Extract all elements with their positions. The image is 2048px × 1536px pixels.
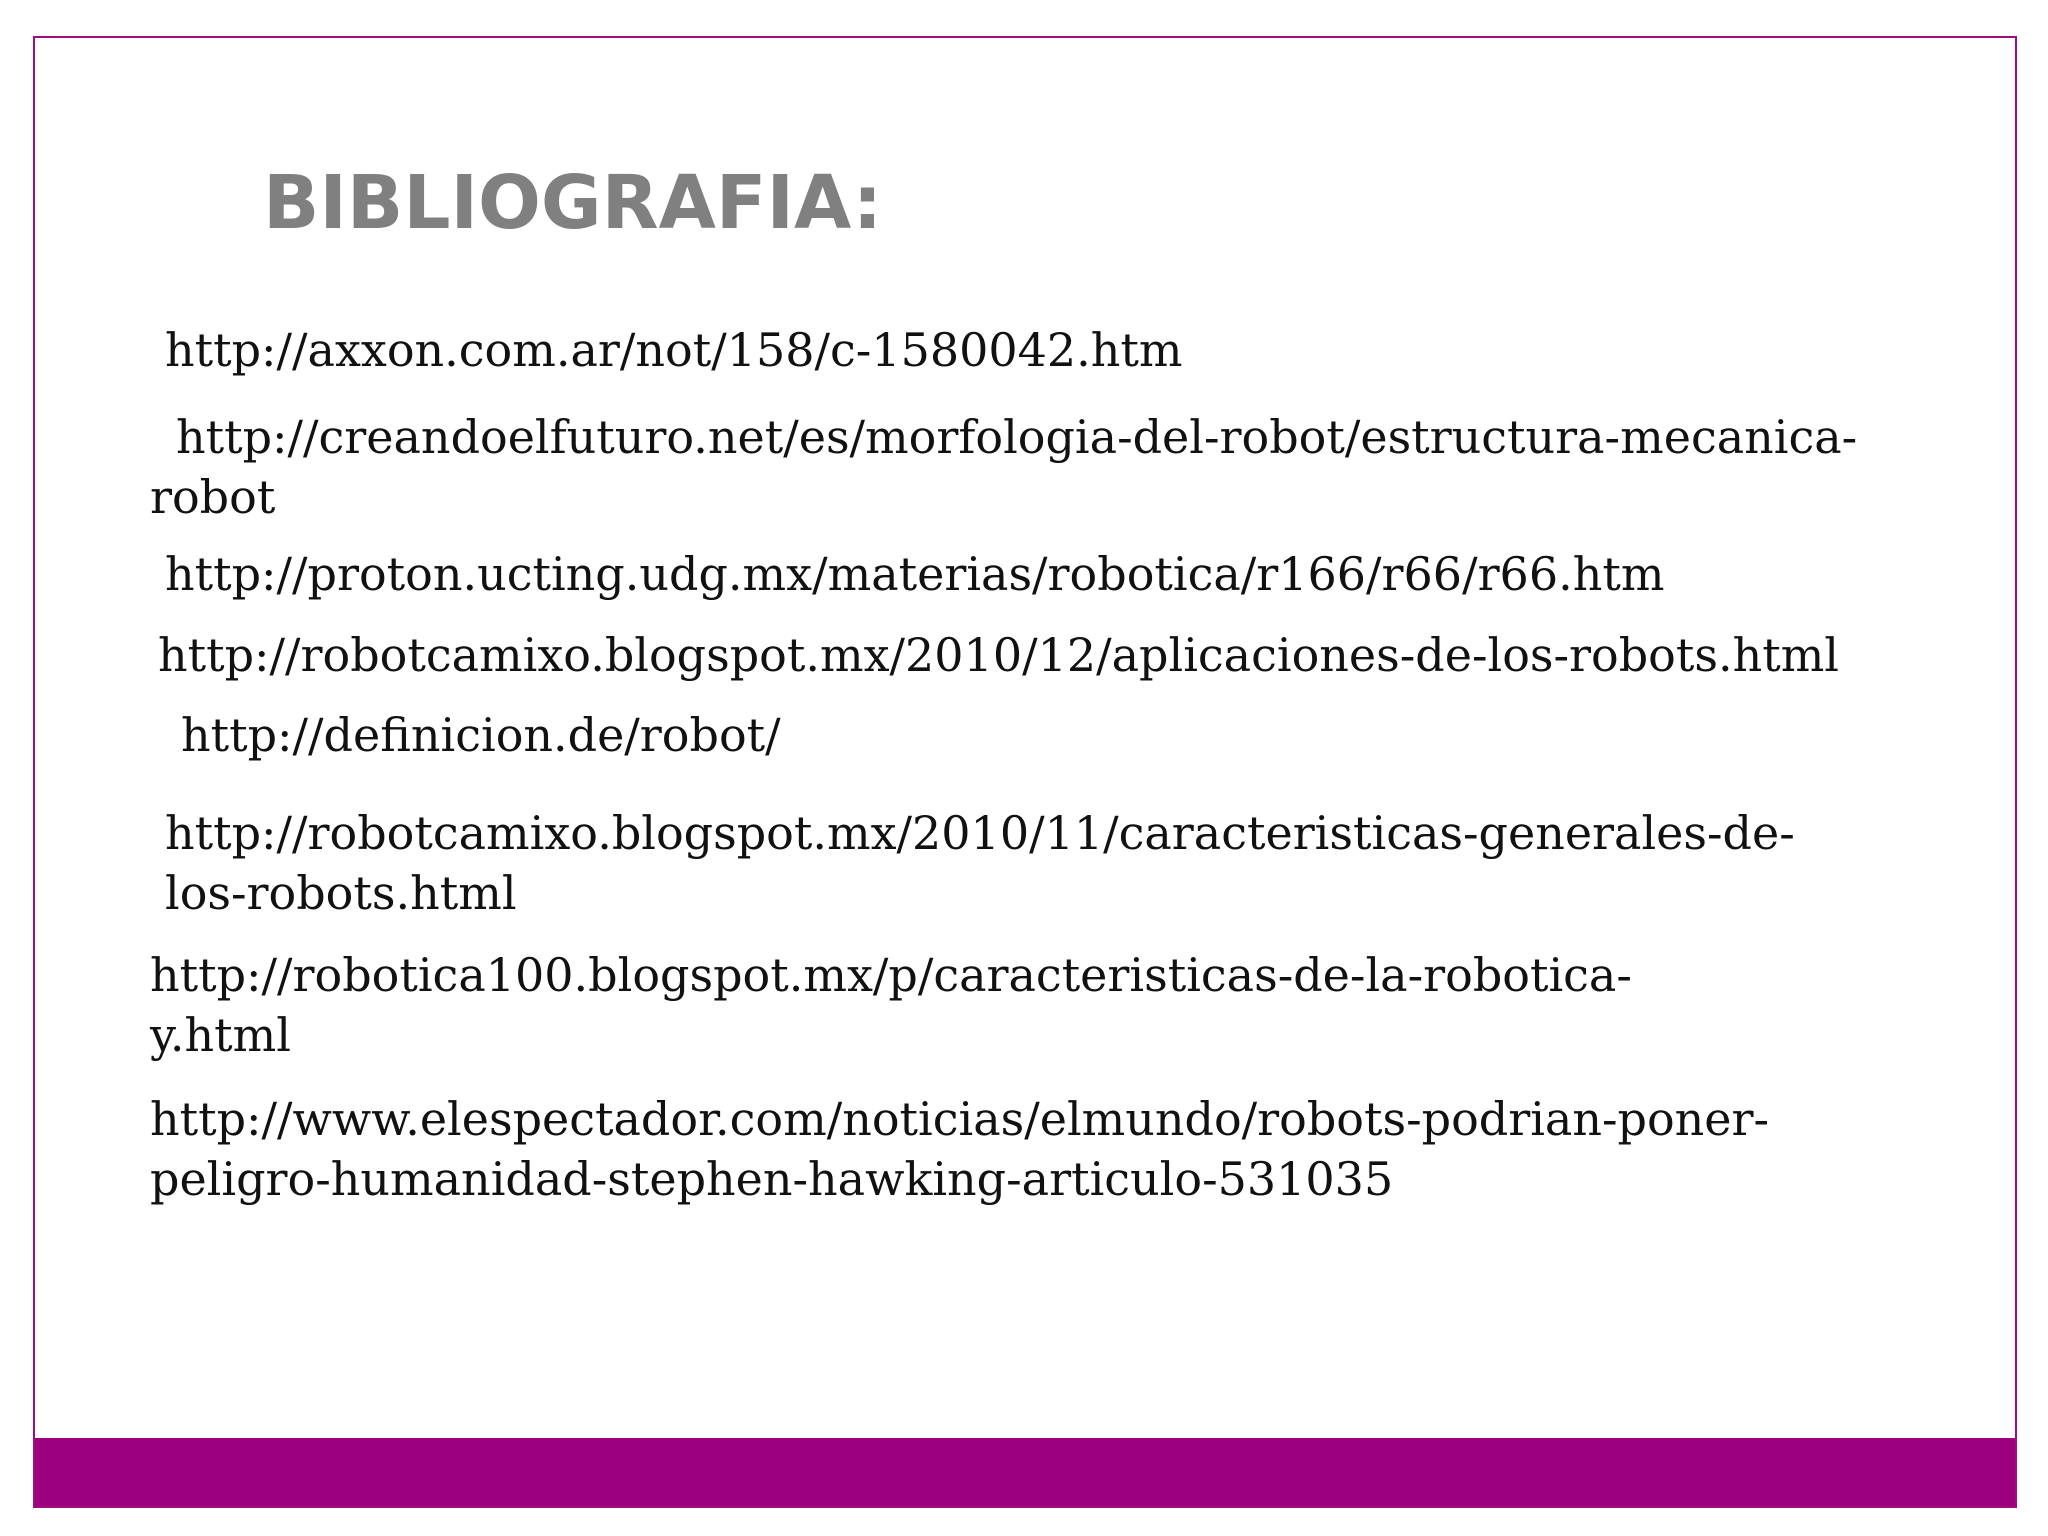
- reference-line: robot: [150, 470, 276, 524]
- reference-elespectador[interactable]: [150, 1086, 1769, 1212]
- reference-line: http://definicion.de/robot/: [181, 708, 781, 762]
- reference-line: http://robotica100.blogspot.mx/p/caracteristicas-de-la-robotica-: [150, 948, 1632, 1002]
- reference-definicion[interactable]: [181, 702, 781, 768]
- reference-line: y.html: [150, 1008, 291, 1062]
- reference-line: http://proton.ucting.udg.mx/materias/robotica/r166/r66/r66.htm: [165, 547, 1665, 601]
- reference-line: http://creandoelfuturo.net/es/morfologia-del-robot/estructura-mecanica-: [176, 410, 1858, 464]
- reference-line: peligro-humanidad-stephen-hawking-articulo-531035: [150, 1152, 1394, 1206]
- reference-line: los-robots.html: [165, 866, 517, 920]
- slide-title: BIBLIOGRAFIA:: [263, 160, 883, 246]
- slide-frame: [33, 36, 2017, 1508]
- reference-axxon[interactable]: [165, 317, 1183, 383]
- reference-proton[interactable]: [165, 541, 1664, 607]
- reference-line: http://www.elespectador.com/noticias/elmundo/robots-podrian-poner-: [150, 1092, 1770, 1146]
- reference-line: http://robotcamixo.blogspot.mx/2010/11/caracteristicas-generales-de-: [165, 806, 1795, 860]
- reference-line: http://axxon.com.ar/not/158/c-1580042.htm: [165, 323, 1183, 377]
- reference-creandoelfuturo[interactable]: [150, 404, 1857, 530]
- reference-line: http://robotcamixo.blogspot.mx/2010/12/aplicaciones-de-los-robots.html: [158, 628, 1840, 682]
- reference-robotcamixo-caracteristicas[interactable]: [165, 800, 1795, 926]
- reference-robotcamixo-aplicaciones[interactable]: [158, 622, 1839, 688]
- footer-accent-bar: [35, 1438, 2015, 1506]
- reference-robotica100[interactable]: [150, 942, 1632, 1068]
